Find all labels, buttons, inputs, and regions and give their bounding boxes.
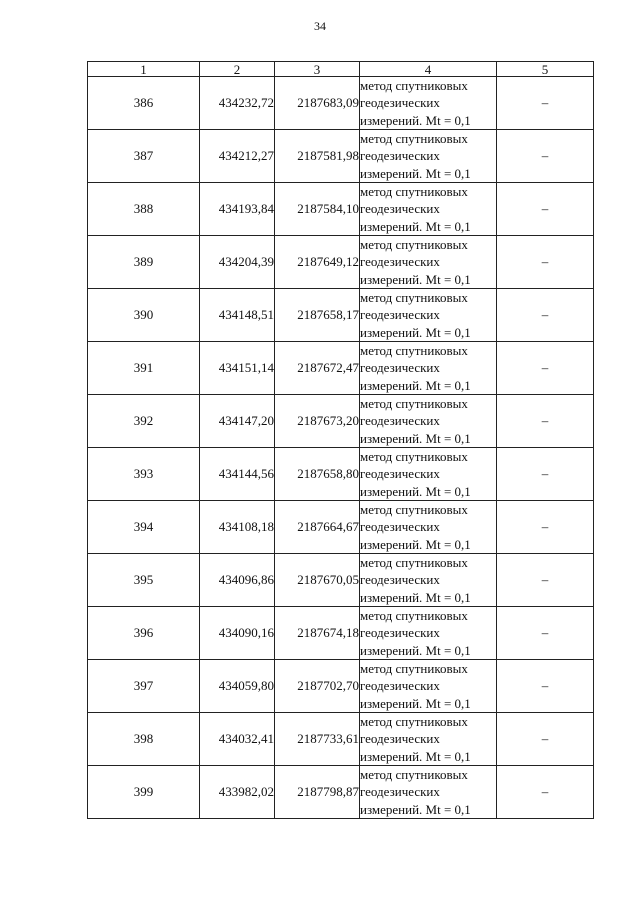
y-coordinate-cell: 2187673,20 — [275, 395, 360, 448]
point-number-cell: 390 — [88, 289, 200, 342]
method-line: метод спутниковых — [360, 131, 468, 147]
y-coordinate-cell: 2187798,87 — [275, 766, 360, 819]
x-coordinate-cell: 434193,84 — [200, 183, 275, 236]
method-line: геодезических — [360, 731, 440, 747]
y-coordinate-cell: 2187702,70 — [275, 660, 360, 713]
point-number-cell: 392 — [88, 395, 200, 448]
method-line: геодезических — [360, 307, 440, 323]
y-coordinate-cell: 2187664,67 — [275, 501, 360, 554]
point-number-cell: 391 — [88, 342, 200, 395]
method-line: геодезических — [360, 148, 440, 164]
table-row — [88, 77, 594, 130]
table-row — [88, 448, 594, 501]
x-coordinate-cell: 434147,20 — [200, 395, 275, 448]
table-row — [88, 501, 594, 554]
method-line: геодезических — [360, 466, 440, 482]
table-row — [88, 554, 594, 607]
y-coordinate-cell: 2187649,12 — [275, 236, 360, 289]
method-line: метод спутниковых — [360, 184, 468, 200]
x-coordinate-cell: 434212,27 — [200, 130, 275, 183]
method-line: измерений. Mt = 0,1 — [360, 536, 471, 552]
method-cell — [360, 607, 497, 660]
table-row — [88, 289, 594, 342]
method-line: геодезических — [360, 678, 440, 694]
note-cell: – — [497, 236, 594, 289]
note-cell: – — [497, 342, 594, 395]
table-row — [88, 236, 594, 289]
point-number-cell: 387 — [88, 130, 200, 183]
point-number-cell: 398 — [88, 713, 200, 766]
method-cell — [360, 713, 497, 766]
x-coordinate-cell: 434032,41 — [200, 713, 275, 766]
y-coordinate-cell: 2187658,80 — [275, 448, 360, 501]
method-cell — [360, 183, 497, 236]
coordinates-table — [87, 61, 594, 819]
method-line: измерений. Mt = 0,1 — [360, 271, 471, 287]
note-cell: – — [497, 395, 594, 448]
table-row — [88, 395, 594, 448]
note-cell: – — [497, 183, 594, 236]
header-col-4: 4 — [360, 62, 497, 77]
method-line: измерений. Mt = 0,1 — [360, 377, 471, 393]
method-line: геодезических — [360, 784, 440, 800]
method-line: метод спутниковых — [360, 555, 468, 571]
table-header-row — [88, 62, 594, 77]
x-coordinate-cell: 434204,39 — [200, 236, 275, 289]
method-cell — [360, 660, 497, 713]
method-cell — [360, 236, 497, 289]
method-line: метод спутниковых — [360, 78, 468, 94]
method-line: метод спутниковых — [360, 290, 468, 306]
method-line: геодезических — [360, 201, 440, 217]
note-cell: – — [497, 130, 594, 183]
y-coordinate-cell: 2187672,47 — [275, 342, 360, 395]
point-number-cell: 395 — [88, 554, 200, 607]
method-line: метод спутниковых — [360, 714, 468, 730]
method-line: измерений. Mt = 0,1 — [360, 165, 471, 181]
note-cell: – — [497, 660, 594, 713]
x-coordinate-cell: 434148,51 — [200, 289, 275, 342]
method-line: метод спутниковых — [360, 608, 468, 624]
method-line: геодезических — [360, 360, 440, 376]
method-line: геодезических — [360, 95, 440, 111]
table-row — [88, 713, 594, 766]
note-cell: – — [497, 289, 594, 342]
method-cell — [360, 77, 497, 130]
method-line: геодезических — [360, 519, 440, 535]
page-number: 34 — [314, 19, 326, 33]
x-coordinate-cell: 434108,18 — [200, 501, 275, 554]
note-cell: – — [497, 607, 594, 660]
point-number-cell: 394 — [88, 501, 200, 554]
table-row — [88, 342, 594, 395]
header-col-2: 2 — [200, 62, 275, 77]
method-line: измерений. Mt = 0,1 — [360, 112, 471, 128]
method-line: измерений. Mt = 0,1 — [360, 801, 471, 817]
method-line: метод спутниковых — [360, 343, 468, 359]
method-line: измерений. Mt = 0,1 — [360, 642, 471, 658]
note-cell: – — [497, 554, 594, 607]
x-coordinate-cell: 434096,86 — [200, 554, 275, 607]
x-coordinate-cell: 434090,16 — [200, 607, 275, 660]
header-col-3: 3 — [275, 62, 360, 77]
y-coordinate-cell: 2187581,98 — [275, 130, 360, 183]
y-coordinate-cell: 2187683,09 — [275, 77, 360, 130]
y-coordinate-cell: 2187670,05 — [275, 554, 360, 607]
point-number-cell: 393 — [88, 448, 200, 501]
method-line: геодезических — [360, 254, 440, 270]
point-number-cell: 388 — [88, 183, 200, 236]
table-row — [88, 183, 594, 236]
y-coordinate-cell: 2187658,17 — [275, 289, 360, 342]
table-row — [88, 607, 594, 660]
method-cell — [360, 766, 497, 819]
method-cell — [360, 501, 497, 554]
method-line: метод спутниковых — [360, 661, 468, 677]
method-cell — [360, 448, 497, 501]
method-line: измерений. Mt = 0,1 — [360, 218, 471, 234]
x-coordinate-cell: 433982,02 — [200, 766, 275, 819]
method-cell — [360, 554, 497, 607]
method-line: измерений. Mt = 0,1 — [360, 430, 471, 446]
note-cell: – — [497, 501, 594, 554]
x-coordinate-cell: 434059,80 — [200, 660, 275, 713]
method-line: измерений. Mt = 0,1 — [360, 324, 471, 340]
note-cell: – — [497, 766, 594, 819]
method-line: геодезических — [360, 572, 440, 588]
table-row — [88, 660, 594, 713]
header-col-5: 5 — [497, 62, 594, 77]
method-line: измерений. Mt = 0,1 — [360, 483, 471, 499]
method-line: метод спутниковых — [360, 502, 468, 518]
method-line: метод спутниковых — [360, 396, 468, 412]
method-cell — [360, 395, 497, 448]
method-cell — [360, 289, 497, 342]
method-line: метод спутниковых — [360, 449, 468, 465]
method-line: метод спутниковых — [360, 767, 468, 783]
note-cell: – — [497, 713, 594, 766]
x-coordinate-cell: 434232,72 — [200, 77, 275, 130]
table-body — [88, 77, 594, 819]
y-coordinate-cell: 2187674,18 — [275, 607, 360, 660]
table-row — [88, 130, 594, 183]
note-cell: – — [497, 77, 594, 130]
point-number-cell: 386 — [88, 77, 200, 130]
y-coordinate-cell: 2187584,10 — [275, 183, 360, 236]
y-coordinate-cell: 2187733,61 — [275, 713, 360, 766]
x-coordinate-cell: 434151,14 — [200, 342, 275, 395]
method-line: измерений. Mt = 0,1 — [360, 589, 471, 605]
method-cell — [360, 342, 497, 395]
table-row — [88, 766, 594, 819]
point-number-cell: 389 — [88, 236, 200, 289]
method-line: метод спутниковых — [360, 237, 468, 253]
method-cell — [360, 130, 497, 183]
point-number-cell: 396 — [88, 607, 200, 660]
point-number-cell: 399 — [88, 766, 200, 819]
method-line: геодезических — [360, 413, 440, 429]
method-line: измерений. Mt = 0,1 — [360, 748, 471, 764]
x-coordinate-cell: 434144,56 — [200, 448, 275, 501]
header-col-1: 1 — [88, 62, 200, 77]
method-line: геодезических — [360, 625, 440, 641]
method-line: измерений. Mt = 0,1 — [360, 695, 471, 711]
note-cell: – — [497, 448, 594, 501]
point-number-cell: 397 — [88, 660, 200, 713]
